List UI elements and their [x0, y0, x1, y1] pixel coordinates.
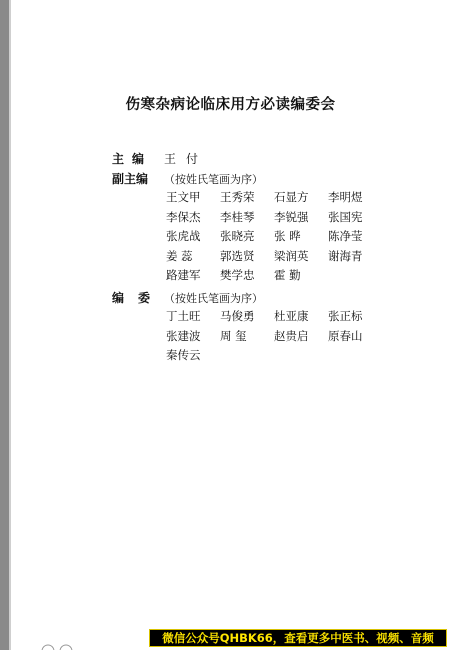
- bottom-scroll-marks: [40, 643, 80, 650]
- editorial-board-name: 张正标: [328, 309, 363, 323]
- chief-editor-name: 王付: [164, 152, 209, 166]
- deputy-editor-name: 李保杰: [166, 209, 201, 224]
- deputy-editor-name: 张 晔: [274, 229, 301, 243]
- deputy-editor-name: 石显方: [274, 190, 309, 204]
- editorial-board-name: 秦传云: [166, 348, 201, 362]
- deputy-editor-name: 姜 蕊: [166, 248, 193, 263]
- deputy-editor-name: 霍 勤: [274, 268, 301, 282]
- editorial-board-note: （按姓氏笔画为序）: [164, 292, 263, 305]
- document-page: [11, 0, 450, 650]
- deputy-editor-name: 郭选贤: [220, 248, 255, 263]
- deputy-editor-names: [166, 188, 382, 286]
- deputy-editor-name: 张国宪: [328, 209, 363, 224]
- editorial-board-name: 杜亚康: [274, 309, 309, 323]
- deputy-editor-name: 李锐强: [274, 209, 309, 224]
- deputy-editor-name: 王文甲: [166, 190, 201, 204]
- deputy-editor-name: 李桂琴: [220, 209, 255, 224]
- deputy-editor-name: 樊学忠: [220, 268, 255, 282]
- deputy-editor-name: 陈净莹: [328, 229, 363, 243]
- editorial-board-name: 赵贵启: [274, 328, 309, 343]
- left-border-bar: [0, 0, 9, 650]
- deputy-editor-label: 副主编: [112, 172, 149, 186]
- deputy-editor-note: （按姓氏笔画为序）: [164, 173, 263, 186]
- editorial-board-names: [166, 307, 382, 366]
- deputy-editor-name: 梁润英: [274, 248, 309, 263]
- editorial-board-name: 丁土旺: [166, 309, 201, 323]
- editorial-board-label: 编委: [112, 291, 165, 305]
- wechat-banner[interactable]: 微信公众号QHBK66，查看更多中医书、视频、音频: [149, 629, 447, 647]
- editorial-board-name: 张建波: [166, 328, 201, 343]
- chief-editor-label: 主编: [112, 152, 153, 166]
- deputy-editor-name: 张晓亮: [220, 229, 255, 243]
- page-title: 伤寒杂病论临床用方必读编委会: [125, 97, 336, 113]
- deputy-editor-name: 李明煜: [328, 190, 363, 204]
- deputy-editor-name: 路建军: [166, 268, 201, 282]
- editorial-board-name: 原春山: [328, 328, 363, 343]
- deputy-editor-name: 谢海青: [328, 248, 363, 263]
- editorial-board-name: 周 玺: [220, 328, 247, 343]
- deputy-editor-name: 王秀荣: [220, 190, 255, 204]
- deputy-editor-name: 张虎战: [166, 229, 201, 243]
- editorial-board-name: 马俊勇: [220, 309, 255, 323]
